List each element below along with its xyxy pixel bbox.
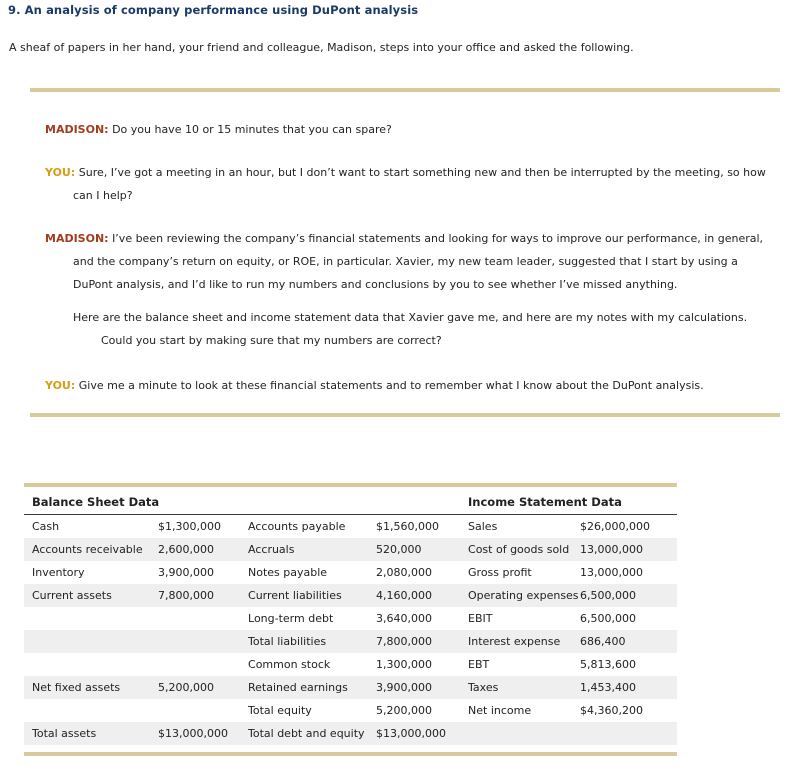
table-header-row [24,492,677,515]
cell-liability-value: 2,080,000 [376,566,432,579]
cell-income-label: Sales [468,520,498,533]
cell-asset-value [150,630,240,653]
cell-liability-label: Total equity [248,704,312,717]
cell-liability-label: Common stock [248,658,331,671]
cell-asset-value [150,653,240,676]
speaker-label-madison: MADISON: [45,232,109,245]
cell-liability-label: Total debt and equity [240,722,368,745]
cell-liability-label: Retained earnings [240,676,368,699]
speaker-label-madison: MADISON: [45,123,109,136]
cell-income-value: $4,360,200 [580,704,643,717]
cell-asset-label [24,630,150,653]
dialogue-text: Do you have 10 or 15 minutes that you can spare? [112,123,392,136]
cell-liability-value: $13,000,000 [368,722,460,745]
cell-income-value: 1,453,400 [572,676,677,699]
cell-asset-label: Inventory [32,566,85,579]
cell-asset-value: 2,600,000 [150,538,240,561]
table-row [24,561,677,584]
intro-paragraph: A sheaf of papers in her hand, your friend and colleague, Madison, steps into your office and asked the following. [9,41,634,54]
cell-asset-value [150,699,240,722]
cell-liability-value: 7,800,000 [368,630,460,653]
table-top-divider [24,483,677,487]
header-balance-sheet-spacer [240,492,460,515]
dialogue-entry-0 [45,118,775,141]
table-row [24,538,677,561]
dialogue-entry-2 [45,227,775,352]
cell-income-value [572,722,677,745]
cell-asset-label [24,653,150,676]
cell-asset-label: Net fixed assets [24,676,150,699]
cell-income-value: 13,000,000 [572,538,677,561]
cell-income-label: Net income [468,704,532,717]
cell-asset-value: $1,300,000 [158,520,221,533]
cell-asset-value: 3,900,000 [158,566,214,579]
cell-asset-value: 7,800,000 [150,584,240,607]
cell-asset-label: Accounts receivable [24,538,150,561]
cell-asset-label [24,607,150,630]
cell-liability-label: Total liabilities [240,630,368,653]
cell-asset-label: Total assets [24,722,150,745]
financial-data-table [24,492,677,745]
cell-income-label: Cost of goods sold [460,538,572,561]
dialogue-text: Give me a minute to look at these financial statements and to remember what I know about the DuPont analysis. [78,379,704,392]
cell-asset-value: $13,000,000 [150,722,240,745]
cell-income-value: 13,000,000 [580,566,643,579]
cell-liability-label: Current liabilities [240,584,368,607]
dialogue-container [45,118,775,412]
dialogue-text: I’ve been reviewing the company’s financial statements and looking for ways to improve our performance, in general, and the company’s return on equity, or ROE, in particular. Xavier, my new team leader, suggested that I start by using a DuPont analysis, and I’d like to run my numbers and conclusions by you to see whether I’ve missed anything. [73,232,764,291]
cell-income-label: EBIT [468,612,493,625]
financial-table-body [24,515,677,746]
cell-income-value: 6,500,000 [572,584,677,607]
header-income-statement-data: Income Statement Data [460,492,677,515]
cell-liability-value: $1,560,000 [376,520,439,533]
dialogue-entry-3 [45,374,775,397]
cell-income-label: Gross profit [468,566,532,579]
table-row [24,653,677,676]
speaker-label-you: YOU: [45,166,76,179]
cell-asset-label: Current assets [24,584,150,607]
cell-income-label [460,722,572,745]
table-row [24,607,677,630]
table-row [24,584,677,607]
cell-income-value: 686,400 [572,630,677,653]
dialogue-bottom-divider [30,413,780,417]
cell-liability-value: 5,200,000 [376,704,432,717]
dialogue-entry-1 [45,161,775,207]
table-row [24,676,677,699]
header-balance-sheet-data: Balance Sheet Data [24,492,240,515]
cell-income-label: Operating expenses [460,584,572,607]
cell-liability-value: 1,300,000 [376,658,432,671]
cell-liability-value: 3,640,000 [376,612,432,625]
page-title: 9. An analysis of company performance using DuPont analysis [8,3,419,17]
speaker-label-you: YOU: [45,379,76,392]
table-bottom-divider [24,752,677,756]
cell-income-label: Taxes [460,676,572,699]
financial-data-table-wrapper [24,492,677,745]
table-row [24,630,677,653]
table-row [24,515,677,539]
cell-income-value: 5,813,600 [580,658,636,671]
cell-liability-label: Accruals [240,538,368,561]
cell-liability-value: 520,000 [368,538,460,561]
dialogue-text: Sure, I’ve got a meeting in an hour, but I don’t want to start something new and then be interrupted by the meeting, so how can I help? [73,166,766,202]
cell-liability-label: Accounts payable [248,520,346,533]
cell-liability-value: 3,900,000 [368,676,460,699]
cell-income-value: 6,500,000 [580,612,636,625]
cell-liability-label: Notes payable [248,566,328,579]
cell-asset-value [150,607,240,630]
dialogue-top-divider [30,88,780,92]
table-row [24,722,677,745]
cell-liability-value: 4,160,000 [368,584,460,607]
cell-asset-value: 5,200,000 [150,676,240,699]
cell-income-label: EBT [468,658,490,671]
cell-income-label: Interest expense [460,630,572,653]
dialogue-text-second-paragraph: Here are the balance sheet and income statement data that Xavier gave me, and here are my notes with my calculations. Could you start by making sure that my numbers are correct? [73,311,748,347]
cell-liability-label: Long-term debt [248,612,334,625]
table-row [24,699,677,722]
cell-asset-label: Cash [32,520,60,533]
cell-asset-label [24,699,150,722]
cell-income-value: $26,000,000 [580,520,650,533]
